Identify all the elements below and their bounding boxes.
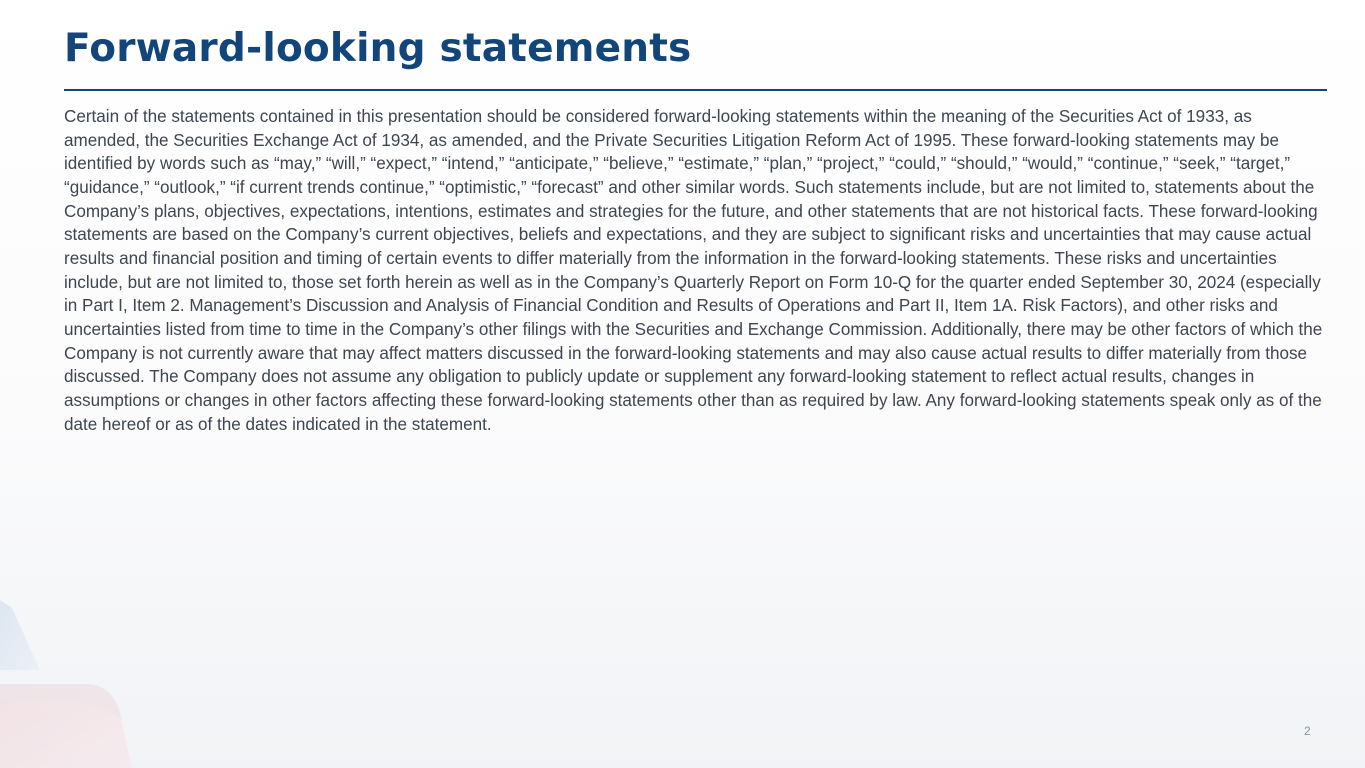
page-title: Forward-looking statements (64, 26, 692, 71)
title-divider (64, 89, 1327, 91)
disclaimer-paragraph: Certain of the statements contained in this presentation should be considered forward-looking statements within the meaning of the Securities Act of 1933, as amended, the Securities Exchange Act of 1934, as amended, and the Private Securities Litigation Reform Act of 1995. These forward-looking statements may be identified by words such as “may,” “will,” “expect,” “intend,” “anticipate,” “believe,” “estimate,” “plan,” “project,” “could,” “should,” “would,” “continue,” “seek,” “target,” “guidance,” “outlook,” “if current trends continue,” “optimistic,” “forecast” and other similar words. Such statements include, but are not limited to, statements about the Company’s plans, objectives, expectations, intentions, estimates and strategies for the future, and other statements that are not historical facts. These forward-looking statements are based on the Company’s current objectives, beliefs and expectations, and they are subject to significant risks and uncertainties that may cause actual results and financial position and timing of certain events to differ materially from the information in the forward-looking statements. These risks and uncertainties include, but are not limited to, those set forth herein as well as in the Company’s Quarterly Report on Form 10-Q for the quarter ended September 30, 2024 (especially in Part I, Item 2. Management’s Discussion and Analysis of Financial Condition and Results of Operations and Part II, Item 1A. Risk Factors), and other risks and uncertainties listed from time to time in the Company’s other filings with the Securities and Exchange Commission. Additionally, there may be other factors of which the Company is not currently aware that may affect matters discussed in the forward-looking statements and may also cause actual results to differ materially from those discussed. The Company does not assume any obligation to publicly update or supplement any forward-looking statement to reflect actual results, changes in assumptions or changes in other factors affecting these forward-looking statements other than as required by law. Any forward-looking statements speak only as of the date hereof or as of the dates indicated in the statement. (64, 107, 1323, 434)
flight-symbol-logo-watermark-icon (0, 560, 260, 768)
page-number: 2 (1304, 724, 1311, 738)
